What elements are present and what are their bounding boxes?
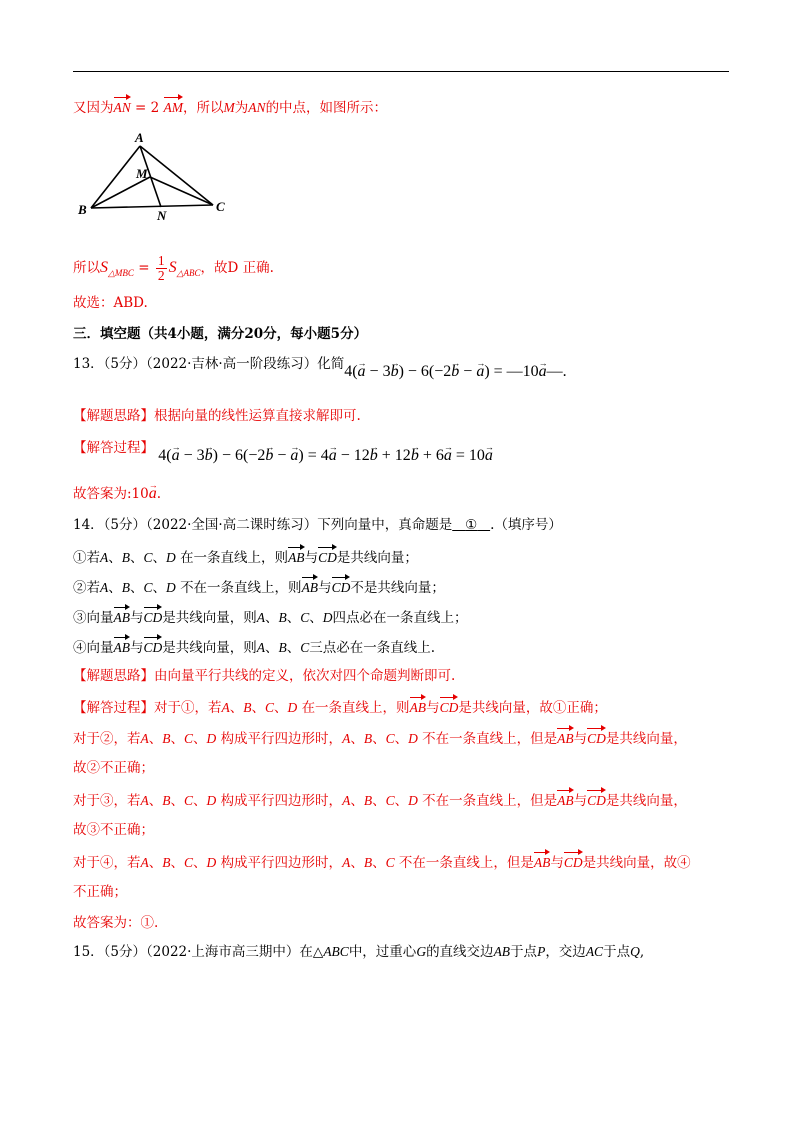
- fig-label-n: N: [157, 208, 167, 223]
- q14-option-4: ④向量AB与CD是共线向量，则A、B、C三点必在一条直线上.: [73, 636, 435, 658]
- text-choice: 故选：ABD.: [73, 295, 148, 311]
- q14-proc-4b: 不正确；: [73, 884, 127, 900]
- fig-label-b: B: [78, 202, 87, 217]
- q14-option-3: ③向量AB与CD是共线向量，则A、B、C、D四点必在一条直线上；: [73, 606, 468, 628]
- q14-proc-3: 对于③，若A、B、C、D 构成平行四边形时，A、B、C、D 不在一条直线上，但是AB与CD是共线向量，: [73, 789, 687, 811]
- q13-final: 故答案为:10→ a.: [73, 484, 161, 504]
- q14-proc-3b: 故③不正确；: [73, 822, 154, 838]
- section-heading: 三．填空题（共4小题，满分20分，每小题5分）: [73, 326, 368, 342]
- text-line-an-am: 又因为AN = 2 AM，所以M为AN的中点，如图所示：: [73, 96, 387, 118]
- q15-question: 15．（5分）（2022·上海市高三期中）在△ABC中，过重心G的直线交边AB于点P，交边AC于点Q,: [73, 944, 645, 960]
- q14-proc-1: 【解答过程】对于①，若A、B、C、D 在一条直线上，则AB与CD是共线向量，故①正确；: [73, 696, 607, 718]
- q13-question: 13．（5分）（2022·吉林·高一阶段练习）化简4(→ a − 3→ b) − 6(−2→ b − → a) = —10→ a—.: [73, 354, 567, 374]
- fig-label-c: C: [216, 199, 225, 214]
- triangle-figure: [73, 128, 243, 223]
- fig-label-m: M: [136, 166, 148, 181]
- fig-label-a: A: [135, 130, 144, 145]
- q14-proc-4: 对于④，若A、B、C、D 构成平行四边形时，A、B、C 不在一条直线上，但是AB与CD是共线向量，故④: [73, 851, 691, 873]
- q14-option-2: ②若A、B、C、D 不在一条直线上，则AB与CD不是共线向量；: [73, 576, 445, 598]
- text-line-area: 所以$S_{\triangle MBC}$ = $\frac{1}{2}$ $S_{\triangle ABC}$，故D 正确.: [73, 253, 274, 283]
- q14-option-1: ①若A、B、C、D 在一条直线上，则AB与CD是共线向量；: [73, 546, 418, 568]
- q13-idea: 【解题思路】根据向量的线性运算直接求解即可.: [73, 408, 361, 424]
- q14-idea: 【解题思路】由向量平行共线的定义，依次对四个命题判断即可.: [73, 668, 456, 684]
- q14-question: 14．（5分）（2022·全国·高二课时练习）下列向量中，真命题是 ① .（填序号）: [73, 517, 562, 533]
- q14-proc-2: 对于②，若A、B、C、D 构成平行四边形时，A、B、C、D 不在一条直线上，但是AB与CD是共线向量，: [73, 727, 687, 749]
- q14-final: 故答案为：①.: [73, 915, 159, 931]
- header-rule: [73, 71, 729, 72]
- q13-process: 【解答过程】 4(→ a − 3→ b) − 6(−2→ b − → a) = 4→ a − 12→ b + 12→ b + 6→ a = 10→ a: [73, 438, 493, 458]
- q14-proc-2b: 故②不正确；: [73, 760, 154, 776]
